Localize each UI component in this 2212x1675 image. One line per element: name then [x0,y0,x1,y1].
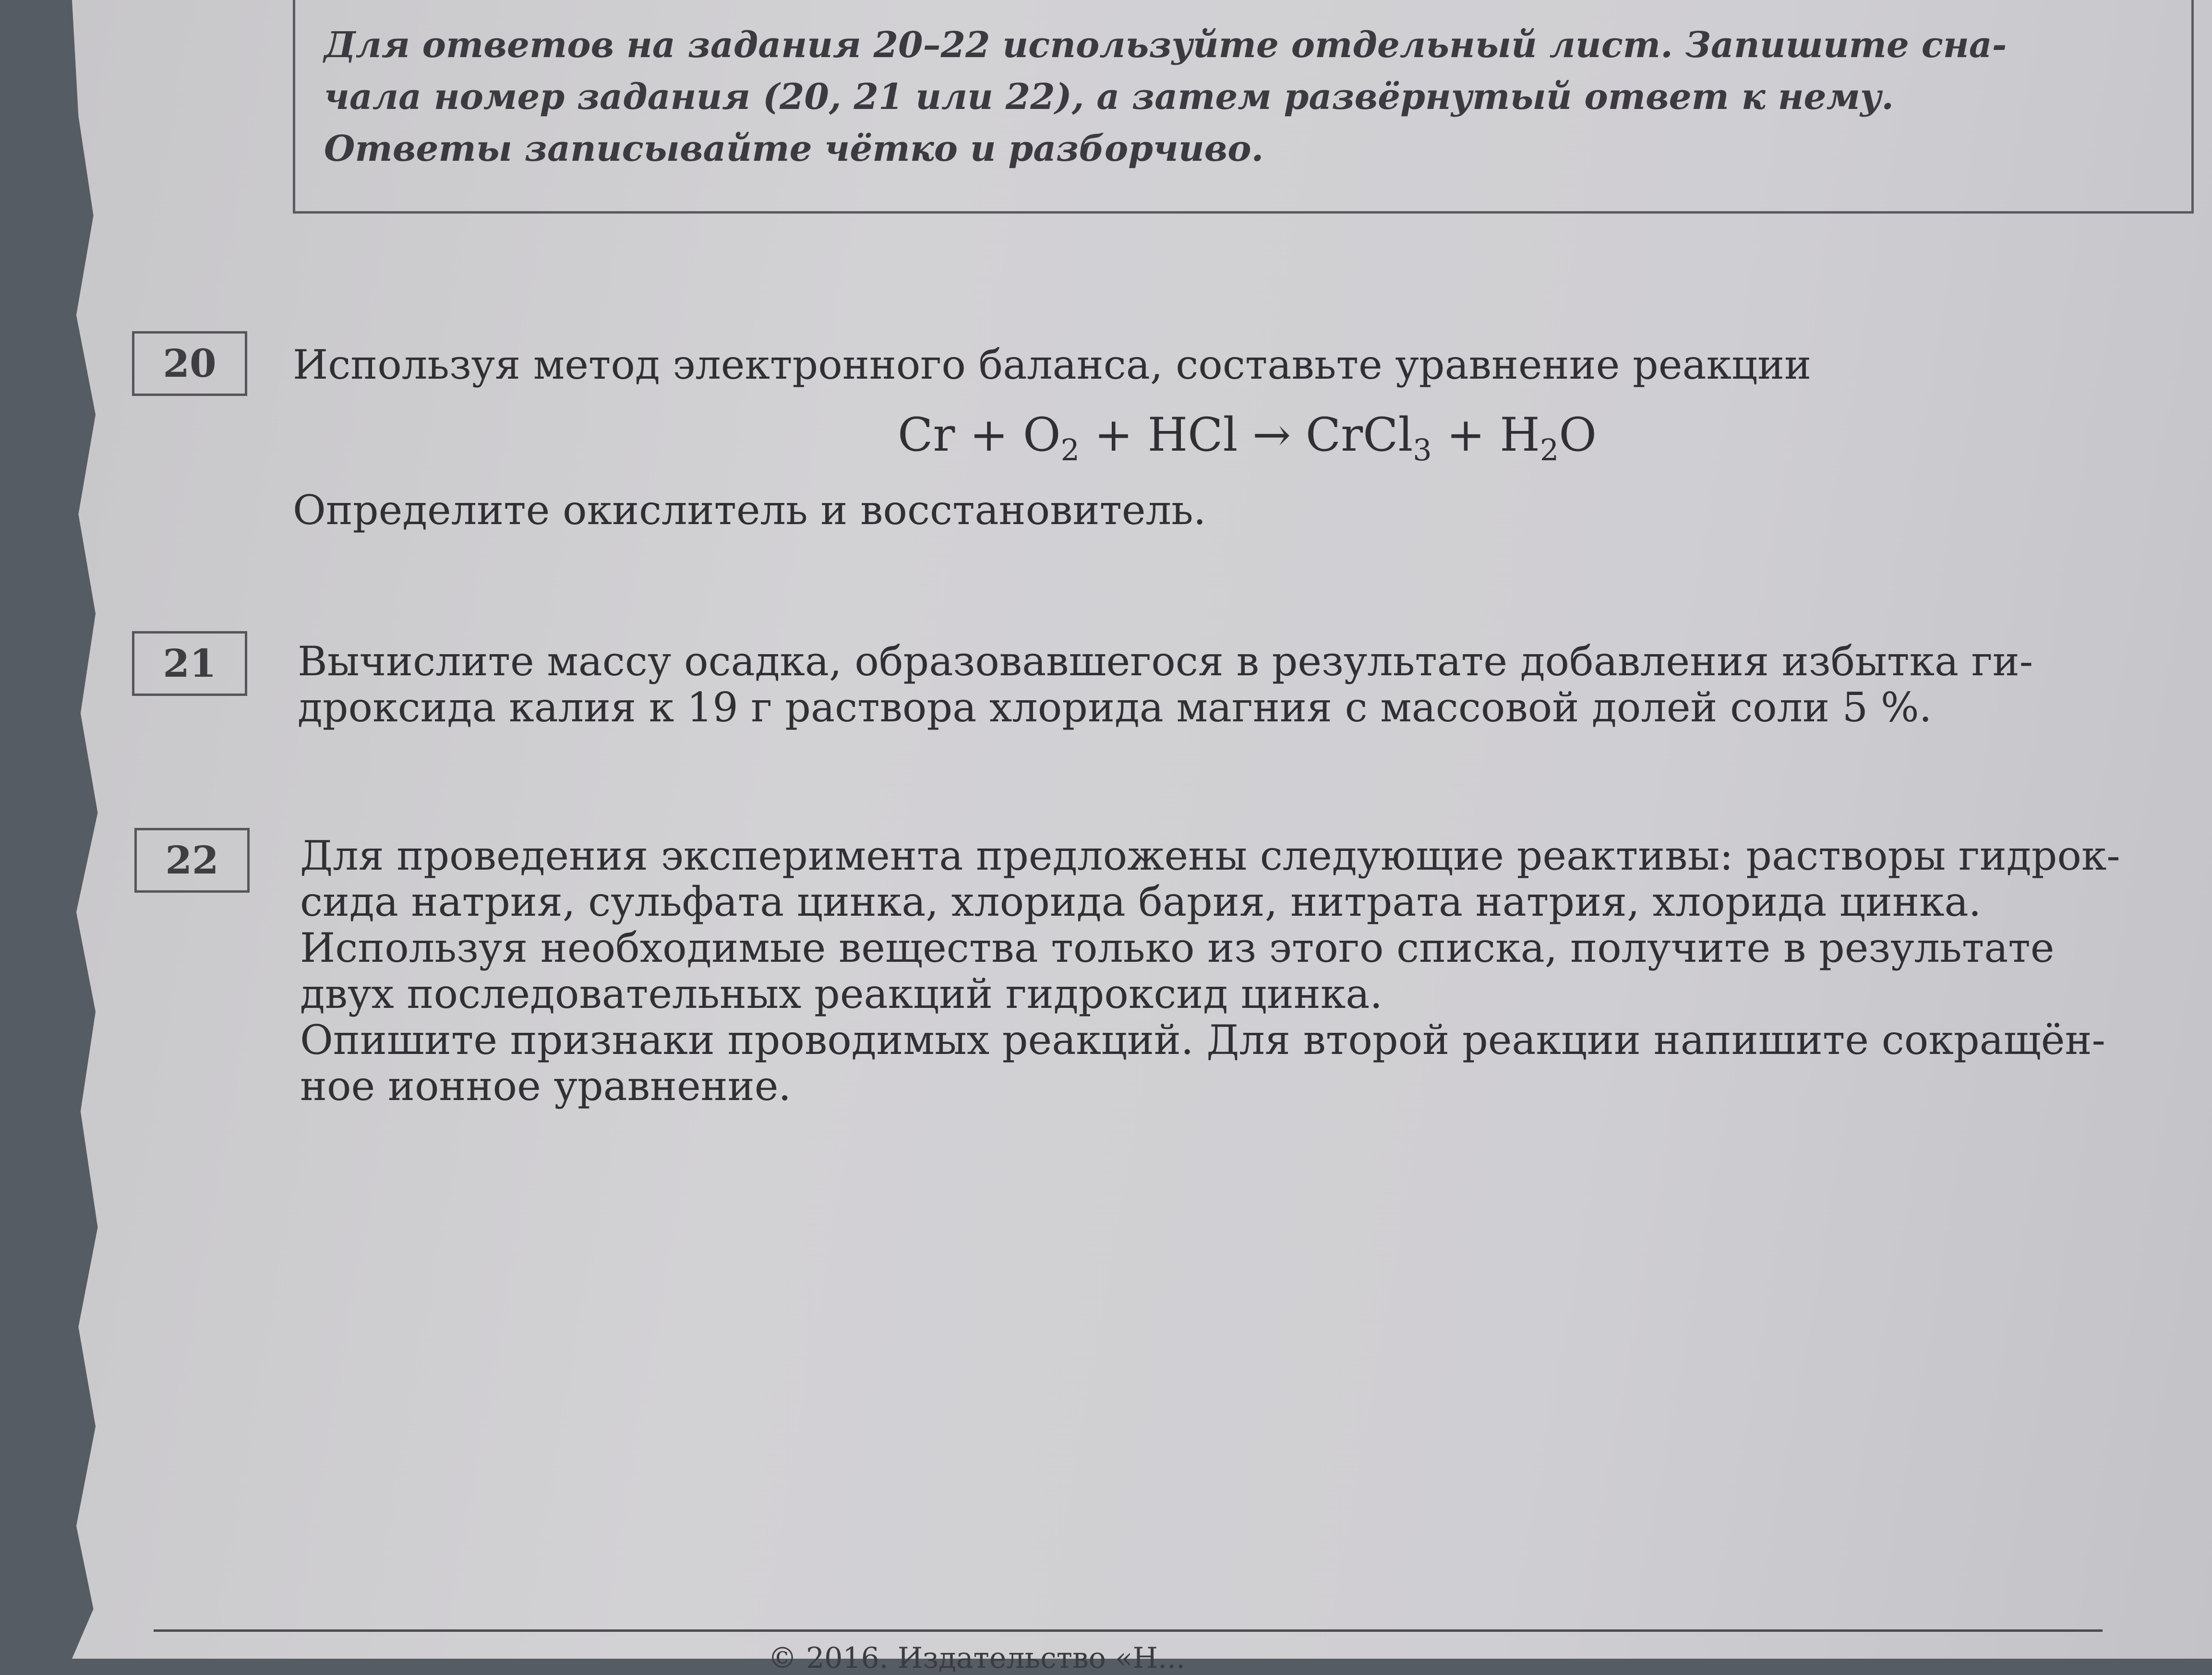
task-line: дроксида калия к 19 г раствора хлорида магния с массовой долей соли 5 %. [298,684,1932,731]
task-line: Используя метод электронного баланса, составьте уравнение реакции [293,341,1812,388]
paper-sheet [72,0,2212,1659]
task-number-21: 21 [132,631,247,696]
task-line: Для проведения эксперимента предложены следующие реактивы: растворы гидрок- [300,832,2120,879]
task-20-question: Определите окислитель и восстановитель. [293,487,1206,534]
task-22-text [300,833,2163,1109]
footer-copyright: © 2016. Издательство «Н... [768,1641,1186,1675]
instructions-line: чала номер задания (20, 21 или 22), а затем развёрнутый ответ к нему. [324,76,1894,118]
task-number-22: 22 [134,828,250,893]
task-line: Используя необходимые вещества только из этого списка, получите в результате [300,924,2055,971]
reaction-equation: $Cr + O_2$ + HCl → CrCl$_3$ + $H_2O$ [898,408,1597,468]
task-line: двух последовательных реакций гидроксид цинка. [300,970,1383,1017]
task-line: сида натрия, сульфата цинка, хлорида бария, нитрата натрия, хлорида цинка. [300,878,1982,925]
instructions-box [293,0,2194,214]
task-line: ное ионное уравнение. [300,1063,792,1110]
task-line: Опишите признаки проводимых реакций. Для второй реакции напишите сокращён- [300,1017,2105,1064]
task-line: Вычислите массу осадка, образовавшегося в результате добавления избытка ги- [298,638,2033,685]
instructions-line: Для ответов на задания 20–22 используйте отдельный лист. Запишите сна- [324,24,2007,66]
task-21-text [298,638,2160,730]
instructions-line: Ответы записывайте чётко и разборчиво. [324,128,1264,169]
task-number-20: 20 [132,331,247,396]
task-20-text [293,342,1887,388]
footer-divider [154,1629,2103,1632]
